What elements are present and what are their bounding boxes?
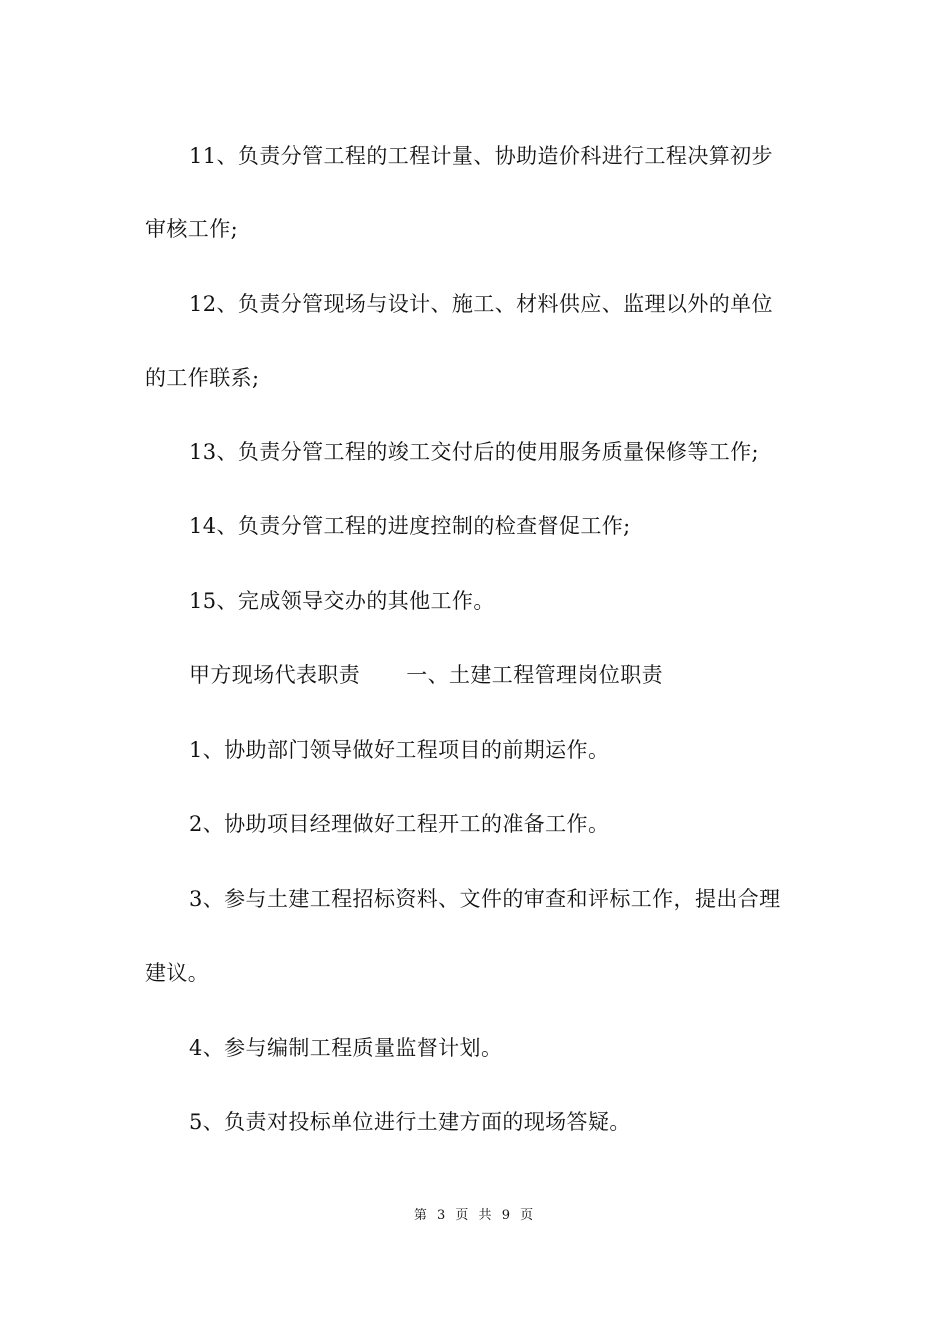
paragraph-14: 14、负责分管工程的进度控制的检查督促工作; — [189, 514, 631, 538]
page-footer — [0, 1206, 950, 1226]
duty-item-1: 1、协助部门领导做好工程项目的前期运作。 — [189, 738, 610, 762]
page-number: 第 3 页 共 9 页 — [413, 1208, 537, 1223]
paragraph-12-line-1: 12、负责分管现场与设计、施工、材料供应、监理以外的单位 — [189, 292, 773, 316]
section-heading-right: 一、土建工程管理岗位职责 — [406, 663, 664, 687]
duty-item-3-line-2: 建议。 — [145, 961, 210, 985]
duty-item-2: 2、协助项目经理做好工程开工的准备工作。 — [189, 812, 610, 836]
duty-item-4: 4、参与编制工程质量监督计划。 — [189, 1036, 503, 1060]
paragraph-13: 13、负责分管工程的竣工交付后的使用服务质量保修等工作; — [189, 440, 759, 464]
section-heading-left: 甲方现场代表职责 — [189, 663, 361, 687]
section-heading-line — [189, 660, 854, 690]
paragraph-11-line-2: 审核工作; — [145, 217, 239, 241]
duty-item-3-line-1: 3、参与土建工程招标资料、文件的审查和评标工作，提出合理 — [189, 887, 781, 911]
paragraph-11-line-1: 11、负责分管工程的工程计量、协助造价科进行工程决算初步 — [189, 144, 773, 168]
paragraph-12-line-2: 的工作联系; — [145, 366, 260, 390]
paragraph-15: 15、完成领导交办的其他工作。 — [189, 589, 495, 613]
duty-item-5: 5、负责对投标单位进行土建方面的现场答疑。 — [189, 1110, 631, 1134]
